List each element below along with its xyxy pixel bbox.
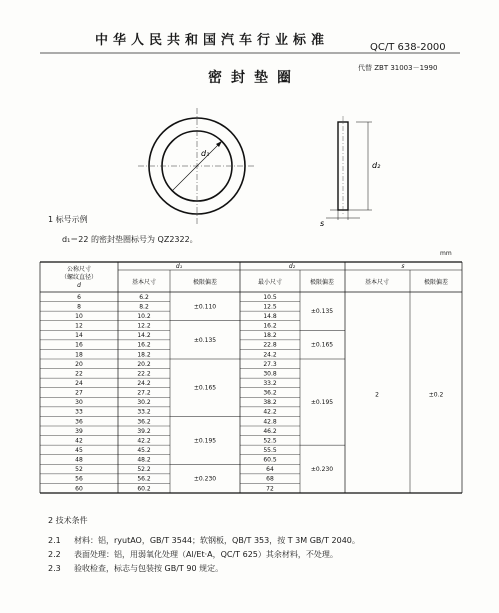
cell-nominal-size: 42 <box>75 437 83 445</box>
cell-nominal-size: 22 <box>75 370 83 378</box>
cell-d1-tolerance: ±0.230 <box>193 475 217 483</box>
cell-nominal-size: 56 <box>75 475 83 483</box>
cell-d2-min: 27.3 <box>263 360 277 368</box>
washer-front-view <box>138 108 256 224</box>
cell-nominal-size: 14 <box>75 332 83 340</box>
table-body <box>75 294 277 492</box>
cell-d2-min: 16.2 <box>263 322 277 330</box>
requirement-2-3 <box>48 563 223 574</box>
cell-d2-min: 42.2 <box>263 408 277 416</box>
cell-d1-basic: 20.2 <box>137 360 151 368</box>
d2-min-header: 最小尺寸 <box>257 279 283 286</box>
cell-d2-min: 55.5 <box>263 447 277 455</box>
table-header <box>61 263 448 289</box>
d1-basic-header: 基本尺寸 <box>131 279 157 286</box>
cell-s-basic: 2 <box>375 391 379 399</box>
table-unit: mm <box>440 250 452 257</box>
cell-d1-basic: 60.2 <box>137 485 151 493</box>
cell-d2-min: 10.5 <box>263 293 277 301</box>
cell-nominal-size: 8 <box>77 303 81 311</box>
cell-d2-min: 42.8 <box>263 418 277 426</box>
cell-d1-basic: 45.2 <box>137 447 151 455</box>
d1-tol-header: 极限偏差 <box>192 279 218 286</box>
d2-tol-header: 极限偏差 <box>309 279 335 286</box>
cell-d2-min: 18.2 <box>263 332 277 340</box>
cell-d2-tolerance: ±0.135 <box>310 308 334 316</box>
requirement-2-2 <box>48 549 338 560</box>
cell-d2-min: 12.5 <box>263 303 277 311</box>
s-label: s <box>320 219 325 228</box>
cell-d1-basic: 56.2 <box>137 475 151 483</box>
req-text: 材料：铝，ryutAO，GB/T 3544；软钢板，QB/T 353，按 T 3M GB/T 2040。 <box>74 536 360 545</box>
cell-nominal-size: 39 <box>75 427 83 435</box>
cell-d1-basic: 10.2 <box>137 313 151 321</box>
cell-d1-basic: 6.2 <box>139 293 149 301</box>
d1-label: d₁ <box>201 149 210 158</box>
standard-number: QC/T 638-2000 <box>370 42 446 53</box>
req-num: 2.2 <box>48 550 61 559</box>
cell-d1-basic: 12.2 <box>137 322 151 330</box>
washer-side-view <box>320 116 381 228</box>
cell-d1-basic: 14.2 <box>137 332 151 340</box>
cell-nominal-size: 30 <box>75 399 83 407</box>
cell-nominal-size: 36 <box>75 418 83 426</box>
cell-d1-basic: 39.2 <box>137 427 151 435</box>
d1-group-header: d₁ <box>175 263 183 270</box>
document-title: 密封垫圈 <box>208 70 300 86</box>
cell-nominal-size: 16 <box>75 341 83 349</box>
cell-d2-min: 64 <box>266 466 274 474</box>
cell-nominal-size: 60 <box>75 485 83 493</box>
cell-d2-min: 14.8 <box>263 313 277 321</box>
cell-nominal-size: 45 <box>75 447 83 455</box>
s-tol-header: 极限偏差 <box>423 279 449 286</box>
cell-d1-basic: 24.2 <box>137 380 151 388</box>
cell-d1-tolerance: ±0.135 <box>193 336 217 344</box>
cell-d1-basic: 36.2 <box>137 418 151 426</box>
spec-header-line1: 公称尺寸 <box>66 266 92 273</box>
spec-header-line3: d <box>77 282 81 289</box>
cell-nominal-size: 10 <box>75 313 83 321</box>
cell-d1-tolerance: ±0.110 <box>193 303 217 311</box>
req-num: 2.1 <box>48 536 61 545</box>
cell-d1-basic: 48.2 <box>137 456 151 464</box>
cell-d2-min: 60.5 <box>263 456 277 464</box>
marking-example: d₁＝22 的密封垫圈标号为 QZ2322。 <box>62 235 198 244</box>
cell-nominal-size: 52 <box>75 466 83 474</box>
cell-d1-basic: 52.2 <box>137 466 151 474</box>
cell-nominal-size: 20 <box>75 360 83 368</box>
cell-nominal-size: 12 <box>75 322 83 330</box>
cell-d1-basic: 18.2 <box>137 351 151 359</box>
req-num: 2.3 <box>48 564 61 573</box>
cell-d2-min: 33.2 <box>263 380 277 388</box>
cell-d2-min: 52.5 <box>263 437 277 445</box>
section1-heading: 1 标号示例 <box>48 215 88 224</box>
spec-table <box>40 262 462 493</box>
d2-label: d₂ <box>372 161 381 170</box>
cell-d2-tolerance: ±0.230 <box>310 466 334 474</box>
replaced-standard: 代替 ZBT 31003－1990 <box>358 64 438 72</box>
cell-d2-min: 22.8 <box>263 341 277 349</box>
req-text: 验收检查，标志与包装按 GB/T 90 规定。 <box>74 564 224 573</box>
cell-d1-basic: 27.2 <box>137 389 151 397</box>
cell-nominal-size: 24 <box>75 380 83 388</box>
spec-header-line2: （螺纹直径） <box>60 274 98 281</box>
cell-d1-basic: 42.2 <box>137 437 151 445</box>
cell-d2-min: 30.8 <box>263 370 277 378</box>
d2-group-header: d₂ <box>288 263 296 270</box>
cell-d1-tolerance: ±0.165 <box>193 384 217 392</box>
cell-s-tolerance: ±0.2 <box>428 391 444 399</box>
cell-nominal-size: 6 <box>77 293 81 301</box>
cell-nominal-size: 18 <box>75 351 83 359</box>
cell-d1-tolerance: ±0.195 <box>193 437 217 445</box>
cell-d1-basic: 8.2 <box>139 303 149 311</box>
requirement-2-1 <box>48 535 360 546</box>
cell-d2-min: 46.2 <box>263 427 277 435</box>
cell-d1-basic: 16.2 <box>137 341 151 349</box>
cell-d2-min: 24.2 <box>263 351 277 359</box>
cell-nominal-size: 27 <box>75 389 83 397</box>
cell-d2-min: 36.2 <box>263 389 277 397</box>
cell-nominal-size: 48 <box>75 456 83 464</box>
cell-d2-tolerance: ±0.195 <box>310 399 334 407</box>
cell-d2-min: 68 <box>266 475 274 483</box>
cell-d1-basic: 22.2 <box>137 370 151 378</box>
req-text: 表面处理：铝，用弱氧化处理（Al/Et·A，QC/T 625）其余材料，不处理。 <box>74 550 338 559</box>
cell-d2-min: 72 <box>266 485 274 493</box>
cell-d1-basic: 33.2 <box>137 408 151 416</box>
standard-header-title: 中华人民共和国汽车行业标准 <box>95 33 330 48</box>
cell-d1-basic: 30.2 <box>137 399 151 407</box>
s-group-header: s <box>401 263 405 270</box>
cell-d2-min: 38.2 <box>263 399 277 407</box>
s-basic-header: 基本尺寸 <box>364 279 390 286</box>
section2-heading: 2 技术条件 <box>48 516 88 525</box>
cell-nominal-size: 33 <box>75 408 83 416</box>
cell-d2-tolerance: ±0.165 <box>310 341 334 349</box>
